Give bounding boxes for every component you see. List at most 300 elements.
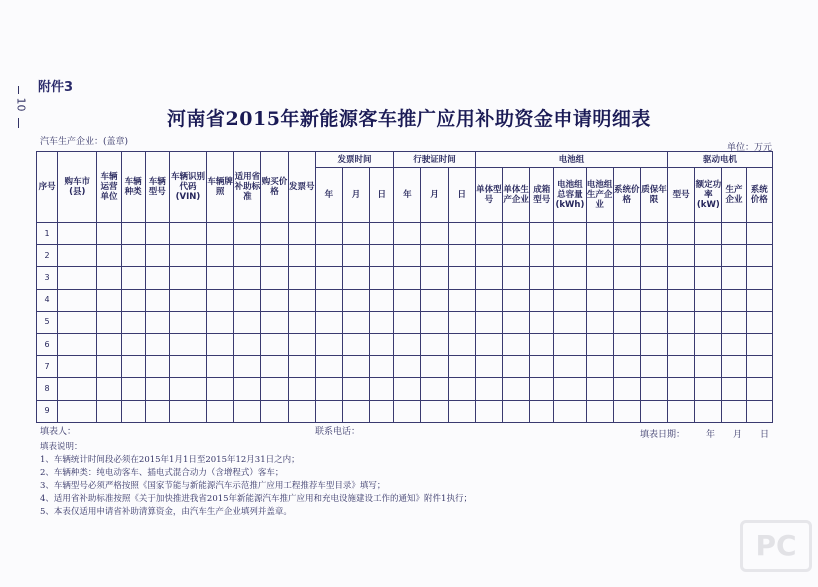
table-cell — [722, 245, 746, 267]
table-cell — [207, 223, 234, 245]
header-seq: 序号 — [37, 152, 58, 223]
instruction-item: 3、车辆型号必须严格按照《国家节能与新能源汽车示范推广应用工程推荐车型目录》填写； — [40, 481, 386, 491]
table-cell — [448, 245, 475, 267]
table-cell — [121, 400, 145, 422]
header-motor: 驱动电机 — [668, 152, 773, 168]
table-cell — [261, 378, 288, 400]
table-cell — [421, 223, 448, 245]
table-cell — [448, 223, 475, 245]
table-cell — [530, 289, 554, 311]
table-cell — [394, 356, 421, 378]
watermark-logo: PC — [740, 520, 812, 572]
instruction-item: 5、本表仅适用申请省补助清算资金，由汽车生产企业填列并盖章。 — [40, 507, 292, 517]
table-cell — [502, 245, 529, 267]
table-cell — [502, 400, 529, 422]
table-cell — [207, 356, 234, 378]
table-cell — [668, 223, 695, 245]
table-cell — [554, 289, 586, 311]
table-cell — [145, 333, 169, 355]
row-number: 8 — [37, 378, 58, 400]
table-cell — [448, 267, 475, 289]
table-cell — [613, 400, 640, 422]
header-buyer: 购车市(县) — [58, 152, 97, 223]
table-cell — [97, 333, 121, 355]
table-cell — [315, 378, 342, 400]
table-cell — [640, 267, 667, 289]
table-cell — [448, 356, 475, 378]
header-cell-model: 单体型号 — [475, 168, 502, 223]
table-cell — [342, 267, 369, 289]
header-month: 月 — [342, 168, 369, 223]
table-cell — [370, 378, 394, 400]
table-row — [37, 378, 773, 400]
table-cell — [97, 245, 121, 267]
table-cell — [746, 333, 772, 355]
table-row — [37, 356, 773, 378]
table-cell — [695, 267, 722, 289]
table-cell — [640, 356, 667, 378]
table-cell — [97, 267, 121, 289]
table-cell — [421, 311, 448, 333]
table-cell — [722, 267, 746, 289]
table-cell — [261, 223, 288, 245]
table-cell — [475, 245, 502, 267]
table-cell — [342, 333, 369, 355]
table-cell — [502, 356, 529, 378]
table-cell — [169, 378, 206, 400]
header-capacity: 电池组总容量(kWh) — [554, 168, 586, 223]
table-cell — [288, 400, 315, 422]
table-cell — [315, 333, 342, 355]
table-cell — [586, 378, 613, 400]
table-cell — [342, 223, 369, 245]
table-cell — [722, 400, 746, 422]
table-cell — [288, 356, 315, 378]
table-cell — [695, 378, 722, 400]
unit-label: 单位：万元 — [727, 143, 773, 153]
table-cell — [502, 378, 529, 400]
table-cell — [315, 311, 342, 333]
table-cell — [722, 333, 746, 355]
table-row — [37, 400, 773, 422]
table-cell — [169, 267, 206, 289]
table-cell — [530, 311, 554, 333]
table-cell — [448, 378, 475, 400]
table-cell — [261, 245, 288, 267]
row-number: 1 — [37, 223, 58, 245]
header-motor-maker: 生产企业 — [722, 168, 746, 223]
table-cell — [695, 311, 722, 333]
table-cell — [746, 289, 772, 311]
table-cell — [554, 333, 586, 355]
table-cell — [475, 289, 502, 311]
table-cell — [370, 356, 394, 378]
table-cell — [97, 356, 121, 378]
table-cell — [234, 223, 261, 245]
phone-label: 联系电话： — [315, 427, 361, 437]
table-cell — [207, 378, 234, 400]
table-cell — [288, 245, 315, 267]
table-cell — [97, 400, 121, 422]
table-cell — [586, 356, 613, 378]
margin-line — [18, 86, 19, 94]
header-year: 年 — [315, 168, 342, 223]
table-cell — [342, 245, 369, 267]
table-cell — [145, 289, 169, 311]
date-label: 填表日期： — [640, 430, 686, 440]
row-number: 4 — [37, 289, 58, 311]
table-cell — [695, 289, 722, 311]
table-cell — [370, 311, 394, 333]
table-cell — [475, 333, 502, 355]
date-year: 年 — [706, 430, 716, 440]
header-pack-maker: 电池组生产企业 — [586, 168, 613, 223]
row-number: 9 — [37, 400, 58, 422]
table-cell — [586, 311, 613, 333]
date-day: 日 — [760, 430, 770, 440]
table-cell — [370, 267, 394, 289]
table-row — [37, 223, 773, 245]
table-cell — [746, 267, 772, 289]
table-cell — [315, 245, 342, 267]
table-cell — [695, 400, 722, 422]
table-cell — [288, 333, 315, 355]
header-model: 车辆型号 — [145, 152, 169, 223]
table-body — [37, 223, 773, 423]
table-cell — [342, 356, 369, 378]
table-cell — [207, 245, 234, 267]
table-cell — [668, 356, 695, 378]
table-cell — [554, 400, 586, 422]
header-warranty: 质保年限 — [640, 168, 667, 223]
table-cell — [261, 333, 288, 355]
header-operator: 车辆运营单位 — [97, 152, 121, 223]
filler-label: 填表人： — [40, 427, 77, 437]
table-cell — [475, 223, 502, 245]
table-cell — [394, 400, 421, 422]
table-cell — [421, 333, 448, 355]
table-cell — [121, 289, 145, 311]
table-cell — [746, 223, 772, 245]
table-cell — [234, 245, 261, 267]
table-cell — [613, 223, 640, 245]
table-cell — [448, 289, 475, 311]
table-cell — [58, 378, 97, 400]
table-cell — [613, 333, 640, 355]
header-day: 日 — [370, 168, 394, 223]
table-cell — [530, 267, 554, 289]
table-cell — [554, 245, 586, 267]
instruction-item: 2、车辆种类：纯电动客车、插电式混合动力（含增程式）客车； — [40, 468, 284, 478]
table-cell — [288, 311, 315, 333]
table-cell — [722, 356, 746, 378]
table-cell — [145, 245, 169, 267]
table-cell — [613, 378, 640, 400]
table-cell — [722, 289, 746, 311]
table-cell — [288, 378, 315, 400]
table-cell — [169, 289, 206, 311]
table-cell — [97, 289, 121, 311]
table-cell — [121, 223, 145, 245]
table-cell — [640, 245, 667, 267]
date-month: 月 — [733, 430, 743, 440]
table-cell — [722, 378, 746, 400]
table-cell — [370, 289, 394, 311]
table-cell — [315, 400, 342, 422]
table-cell — [234, 333, 261, 355]
company-label: 汽车生产企业：(盖章) — [40, 137, 129, 147]
table-cell — [475, 400, 502, 422]
table-cell — [421, 400, 448, 422]
table-cell — [121, 311, 145, 333]
table-cell — [502, 333, 529, 355]
table-cell — [394, 289, 421, 311]
table-cell — [121, 333, 145, 355]
header-box-model: 成箱型号 — [530, 168, 554, 223]
table-cell — [746, 311, 772, 333]
table-cell — [613, 289, 640, 311]
table-cell — [234, 378, 261, 400]
table-cell — [746, 356, 772, 378]
table-row — [37, 311, 773, 333]
table-cell — [475, 267, 502, 289]
fill-instructions — [40, 441, 472, 519]
table-cell — [746, 378, 772, 400]
header-vin: 车辆识别代码(VIN) — [169, 152, 206, 223]
table-cell — [695, 223, 722, 245]
table-cell — [448, 333, 475, 355]
table-cell — [234, 267, 261, 289]
table-cell — [207, 267, 234, 289]
table-cell — [207, 311, 234, 333]
table-cell — [554, 267, 586, 289]
table-cell — [640, 223, 667, 245]
table-cell — [394, 333, 421, 355]
table-cell — [370, 400, 394, 422]
table-cell — [261, 356, 288, 378]
instruction-item: 4、适用省补助标准按照《关于加快推进我省2015年新能源汽车推广应用和充电设施建设工作的通知》附件1执行； — [40, 494, 472, 504]
row-number: 7 — [37, 356, 58, 378]
table-cell — [288, 289, 315, 311]
header-motor-price: 系统价格 — [746, 168, 772, 223]
table-cell — [554, 223, 586, 245]
table-cell — [145, 267, 169, 289]
table-cell — [668, 311, 695, 333]
table-cell — [554, 356, 586, 378]
header-system-price: 系统价格 — [613, 168, 640, 223]
header-year: 年 — [394, 168, 421, 223]
table-cell — [315, 289, 342, 311]
table-cell — [502, 289, 529, 311]
header-invoice-no: 发票号 — [288, 152, 315, 223]
header-day: 日 — [448, 168, 475, 223]
table-cell — [668, 400, 695, 422]
table-cell — [97, 223, 121, 245]
table-row — [37, 267, 773, 289]
table-cell — [234, 400, 261, 422]
table-cell — [394, 267, 421, 289]
table-cell — [530, 356, 554, 378]
header-price: 购买价格 — [261, 152, 288, 223]
table-row — [37, 245, 773, 267]
table-cell — [448, 400, 475, 422]
instructions-heading: 填表说明： — [40, 442, 83, 452]
table-cell — [530, 223, 554, 245]
table-cell — [722, 223, 746, 245]
table-cell — [695, 245, 722, 267]
table-cell — [640, 289, 667, 311]
table-cell — [169, 400, 206, 422]
table-cell — [613, 267, 640, 289]
header-battery: 电池组 — [475, 152, 667, 168]
table-cell — [421, 267, 448, 289]
table-cell — [145, 400, 169, 422]
page-title: 河南省2015年新能源客车推广应用补助资金申请明细表 — [167, 108, 651, 130]
table-cell — [502, 223, 529, 245]
table-cell — [394, 378, 421, 400]
table-cell — [554, 378, 586, 400]
table-cell — [421, 378, 448, 400]
header-license-time: 行驶证时间 — [394, 152, 476, 168]
table-cell — [121, 245, 145, 267]
table-cell — [145, 311, 169, 333]
table-cell — [370, 223, 394, 245]
table-cell — [695, 356, 722, 378]
header-standard: 适用省补助标准 — [234, 152, 261, 223]
header-rated-power: 额定功率(kW) — [695, 168, 722, 223]
table-cell — [586, 333, 613, 355]
table-cell — [121, 356, 145, 378]
table-cell — [169, 333, 206, 355]
table-cell — [288, 223, 315, 245]
table-cell — [586, 245, 613, 267]
table-cell — [613, 311, 640, 333]
table-cell — [234, 356, 261, 378]
table-row — [37, 289, 773, 311]
table-cell — [586, 223, 613, 245]
table-cell — [502, 267, 529, 289]
table-cell — [746, 400, 772, 422]
table-cell — [421, 245, 448, 267]
table-cell — [58, 223, 97, 245]
table-cell — [668, 378, 695, 400]
table-cell — [315, 223, 342, 245]
header-invoice-time: 发票时间 — [315, 152, 394, 168]
table-cell — [722, 311, 746, 333]
table-cell — [668, 245, 695, 267]
table-cell — [207, 400, 234, 422]
table-cell — [342, 378, 369, 400]
table-cell — [475, 378, 502, 400]
table-cell — [640, 333, 667, 355]
table-cell — [342, 289, 369, 311]
table-cell — [58, 400, 97, 422]
table-cell — [207, 333, 234, 355]
subsidy-table — [36, 151, 773, 423]
table-cell — [421, 356, 448, 378]
table-cell — [640, 311, 667, 333]
table-cell — [370, 245, 394, 267]
table-cell — [530, 245, 554, 267]
table-cell — [448, 311, 475, 333]
annex-label: 附件3 — [38, 80, 74, 95]
table-cell — [315, 267, 342, 289]
table-cell — [145, 223, 169, 245]
table-cell — [530, 333, 554, 355]
table-cell — [261, 289, 288, 311]
table-row — [37, 333, 773, 355]
table-cell — [234, 311, 261, 333]
table-cell — [169, 245, 206, 267]
header-motor-model: 型号 — [668, 168, 695, 223]
table-cell — [97, 311, 121, 333]
table-cell — [261, 311, 288, 333]
header-cell-maker: 单体生产企业 — [502, 168, 529, 223]
table-cell — [342, 400, 369, 422]
row-number: 2 — [37, 245, 58, 267]
table-cell — [58, 333, 97, 355]
table-cell — [640, 400, 667, 422]
table-cell — [58, 289, 97, 311]
table-cell — [668, 333, 695, 355]
instruction-item: 1、车辆统计时间段必须在2015年1月1日至2015年12月31日之内； — [40, 455, 300, 465]
table-cell — [261, 400, 288, 422]
table-cell — [342, 311, 369, 333]
table-cell — [530, 378, 554, 400]
table-cell — [475, 356, 502, 378]
table-cell — [586, 400, 613, 422]
table-cell — [234, 289, 261, 311]
table-cell — [121, 378, 145, 400]
table-cell — [613, 356, 640, 378]
table-cell — [58, 311, 97, 333]
table-cell — [640, 378, 667, 400]
table-cell — [121, 267, 145, 289]
table-cell — [261, 267, 288, 289]
table-cell — [668, 289, 695, 311]
table-cell — [746, 245, 772, 267]
table-cell — [169, 311, 206, 333]
table-cell — [586, 289, 613, 311]
table-cell — [169, 223, 206, 245]
table-cell — [421, 289, 448, 311]
table-cell — [554, 311, 586, 333]
table-cell — [58, 267, 97, 289]
page-number: 10 — [14, 97, 28, 112]
table-cell — [315, 356, 342, 378]
table-cell — [613, 245, 640, 267]
row-number: 3 — [37, 267, 58, 289]
table-cell — [145, 356, 169, 378]
table-cell — [668, 267, 695, 289]
table-cell — [586, 267, 613, 289]
table-cell — [207, 289, 234, 311]
table-cell — [370, 333, 394, 355]
table-cell — [58, 356, 97, 378]
table-cell — [97, 378, 121, 400]
table-cell — [58, 245, 97, 267]
header-month: 月 — [421, 168, 448, 223]
table-cell — [475, 311, 502, 333]
table-cell — [695, 333, 722, 355]
table-cell — [502, 311, 529, 333]
header-vehicle-type: 车辆种类 — [121, 152, 145, 223]
table-cell — [394, 245, 421, 267]
table-cell — [288, 267, 315, 289]
table-cell — [145, 378, 169, 400]
header-plate: 车辆牌照 — [207, 152, 234, 223]
table-cell — [394, 311, 421, 333]
